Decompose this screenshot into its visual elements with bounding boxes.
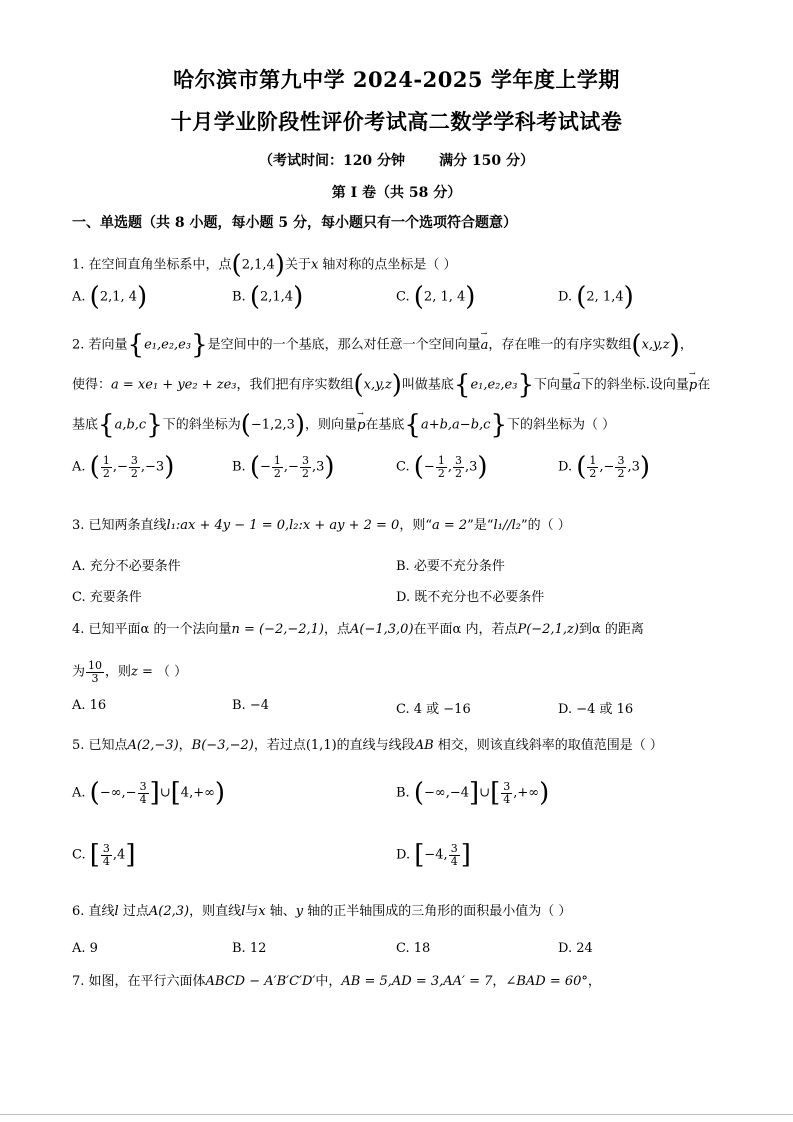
exam-title-line1: 哈尔滨市第九中学 2024-2025 学年度上学期: [173, 67, 620, 92]
q4-option-b[interactable]: B. −4: [232, 698, 269, 713]
q2-option-a[interactable]: A. ( $\frac{1}{2}$ ,− $\frac{3}{2}$ ,−3): [72, 452, 175, 482]
q2-option-b[interactable]: B. (− $\frac{1}{2}$ ,− $\frac{3}{2}$ ,3): [232, 452, 335, 482]
question-4-line1: 4. 已知平面α 的一个法向量n = (−2,−2,1)，点A(−1,3,0)在平面α 内，若点P(−2,1,z)到α 的距离: [72, 622, 644, 637]
question-5-stem: 5. 已知点A(2,−3)，B(−3,−2)，若过点(1,1)的直线与线段AB 相交，则该直线斜率的取值范围是（ ）: [72, 738, 663, 753]
q3-option-a[interactable]: A. 充分不必要条件: [72, 559, 181, 574]
q1-option-d[interactable]: D. (2, 1,4): [558, 282, 634, 312]
math-equation: a = xe₁ + ye₂ + ze₃: [111, 377, 237, 393]
q6-option-c[interactable]: C. 18: [396, 941, 431, 956]
exam-meta: [0, 150, 793, 170]
q6-option-a[interactable]: A. 9: [72, 941, 98, 956]
question-2-line1: 2. 若向量{e₁,e₂,e₃}是空间中的一个基底，那么对任意一个空间向量→ a，存在唯一的有序实数组(x,y,z)，: [72, 330, 727, 360]
volume-heading: 第 I 卷（共 58 分）: [331, 185, 462, 201]
q1-option-c[interactable]: C. (2, 1, 4): [396, 282, 476, 312]
section-heading-single-choice: 一、单选题（共 8 小题，每小题 5 分，每小题只有一个选项符合题意）: [72, 215, 517, 231]
math-lines: l₁:ax + 4y − 1 = 0,l₂:x + ay + 2 = 0: [166, 518, 400, 533]
q4-option-c[interactable]: C. 4 或 −16: [396, 702, 471, 717]
q1-option-b[interactable]: B. (2,1,4): [232, 282, 304, 312]
math-basis: e₁,e₂,e₃: [144, 337, 192, 353]
math-point: 2,1,4: [241, 257, 275, 273]
fraction: $\frac{10}{3}$: [88, 659, 103, 685]
question-3-stem: 3. 已知两条直线l₁:ax + 4y − 1 = 0,l₂:x + ay + 2 = 0，则“a = 2”是“l₁//l₂”的（ ）: [72, 518, 571, 533]
q2-option-d[interactable]: D. ( $\frac{1}{2}$ ,− $\frac{3}{2}$ ,3): [558, 452, 651, 482]
q1-option-a[interactable]: A. (2,1, 4): [72, 282, 148, 312]
exam-title-line2: 十月学业阶段性评价考试高二数学学科考试试卷: [170, 109, 623, 134]
math-var: x: [310, 257, 319, 273]
q3-option-d[interactable]: D. 既不充分也不必要条件: [396, 590, 545, 605]
q4-option-d[interactable]: D. −4 或 16: [558, 702, 634, 717]
question-6-stem: 6. 直线l 过点A(2,3)，则直线l与x 轴、y 轴的正半轴围成的三角形的面积最小值为（ ）: [72, 904, 572, 919]
exam-time: （考试时间：120 分钟: [258, 153, 406, 169]
q6-option-d[interactable]: D. 24: [558, 941, 593, 956]
question-7-stem: 7. 如图，在平行六面体ABCD − A′B′C′D′中，AB = 5,AD = 3,AA′ = 7，∠BAD = 60°，: [72, 974, 601, 989]
question-text: 1. 在空间直角坐标系中，点: [72, 257, 232, 273]
question-2-line2: 使得：a = xe₁ + ye₂ + ze₃，我们把有序实数组(x,y,z)叫做基底{e₁,e₂,e₃}下向量→ a下的斜坐标.设向量→ p在: [72, 370, 727, 400]
q3-option-b[interactable]: B. 必要不充分条件: [396, 559, 505, 574]
question-2-line3: 基底{a,b,c}下的斜坐标为(−1,2,3)，则向量→ p在基底{a+b,a−b,c}下的斜坐标为（ ）: [72, 410, 727, 440]
question-text: 关于: [284, 257, 311, 273]
q4-option-a[interactable]: A. 16: [72, 698, 107, 713]
q5-option-d[interactable]: D. [−4, $\frac{3}{4}$ ]: [396, 840, 471, 870]
question-text: 轴对称的点坐标是（ ）: [318, 257, 457, 273]
full-score: 满分 150 分）: [439, 153, 535, 169]
q3-option-c[interactable]: C. 充要条件: [72, 590, 142, 605]
q5-option-b[interactable]: B. (−∞,−4]∪[ $\frac{3}{4}$ ,+∞): [396, 778, 550, 808]
question-1-stem: 1. 在空间直角坐标系中，点(2,1,4)关于x 轴对称的点坐标是（ ）: [72, 250, 457, 280]
q5-option-a[interactable]: A. (−∞,− $\frac{3}{4}$ ]∪[4,+∞): [72, 778, 226, 808]
q2-option-c[interactable]: C. (− $\frac{1}{2}$ , $\frac{3}{2}$ ,3): [396, 452, 488, 482]
question-4-line2: 为 $\frac{10}{3}$ ，则z = （ ）: [72, 659, 188, 685]
page-bottom-divider: [0, 1114, 793, 1115]
q6-option-b[interactable]: B. 12: [232, 941, 267, 956]
q5-option-c[interactable]: C. [ $\frac{3}{4}$ ,4]: [72, 840, 136, 870]
